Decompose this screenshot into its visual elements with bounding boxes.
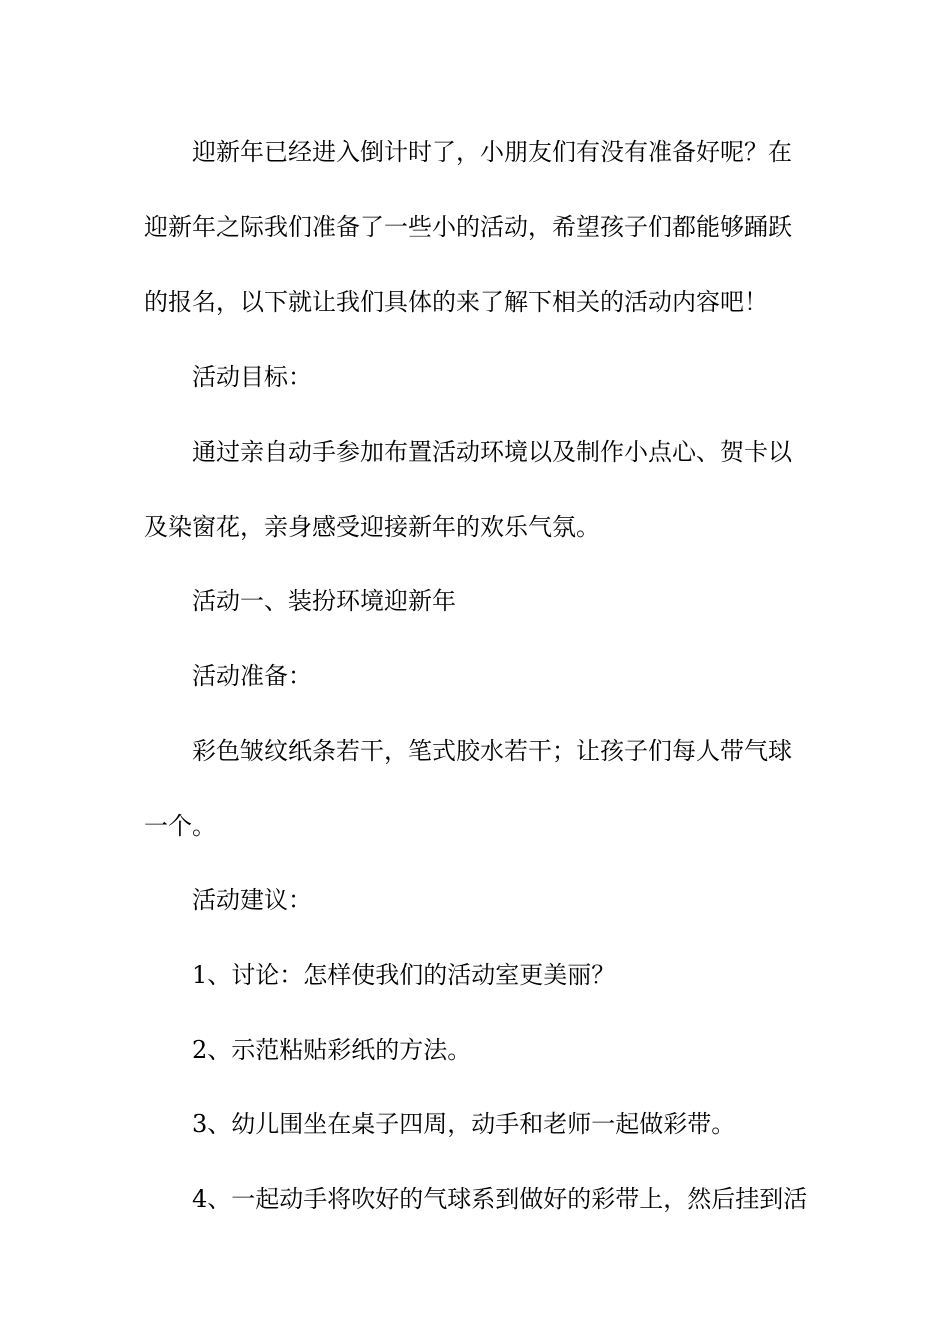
- list-item: 1、讨论：怎样使我们的活动室更美丽？: [192, 961, 616, 989]
- list-item: 2、示范粘贴彩纸的方法。: [192, 1036, 472, 1064]
- section-heading: 活动目标：: [192, 363, 312, 391]
- paragraph-line: 迎新年已经进入倒计时了，小朋友们有没有准备好呢？在: [192, 138, 792, 166]
- list-item: 3、幼儿围坐在桌子四周，动手和老师一起做彩带。: [192, 1110, 736, 1138]
- paragraph-line: 一个。: [144, 812, 216, 840]
- paragraph-line: 迎新年之际我们准备了一些小的活动，希望孩子们都能够踊跃: [144, 213, 792, 241]
- section-heading: 活动一、装扮环境迎新年: [192, 587, 456, 615]
- section-heading: 活动建议：: [192, 886, 312, 914]
- paragraph-line: 及染窗花，亲身感受迎接新年的欢乐气氛。: [144, 513, 600, 541]
- paragraph-line: 的报名，以下就让我们具体的来了解下相关的活动内容吧！: [144, 288, 768, 316]
- paragraph-line: 彩色皱纹纸条若干，笔式胶水若干；让孩子们每人带气球: [192, 737, 792, 765]
- list-item: 4、一起动手将吹好的气球系到做好的彩带上，然后挂到活: [192, 1185, 808, 1213]
- section-heading: 活动准备：: [192, 662, 312, 690]
- paragraph-line: 通过亲自动手参加布置活动环境以及制作小点心、贺卡以: [192, 438, 792, 466]
